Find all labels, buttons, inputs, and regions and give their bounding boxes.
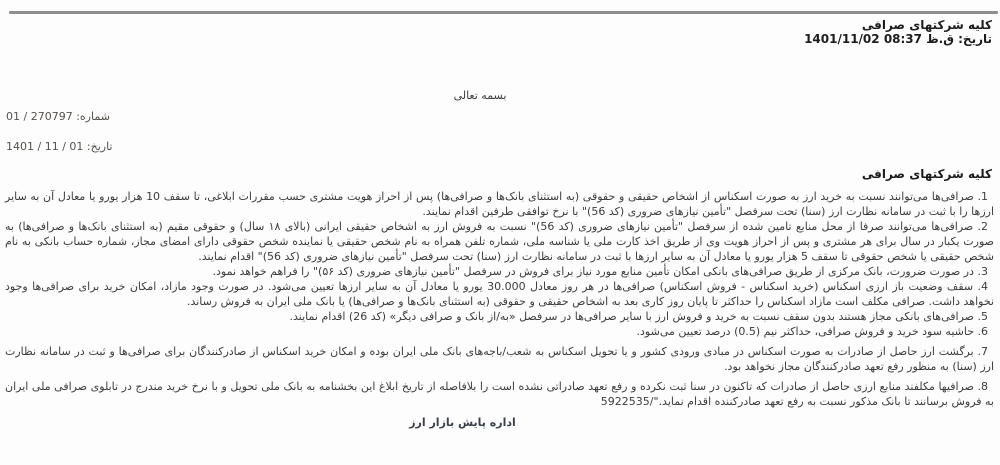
document-title: کلیه شرکتهای صرافی: [861, 167, 992, 181]
clause-3: 3. در صورت ضرورت، بانک مرکزی از طریق صرافی‌های بانکی امکان تأمین منابع مورد نیاز برای فروش در سرفصل "تأمین نیازهای ضروری (کد ۵۶)" را فراهم خواهد نمود.: [212, 265, 988, 278]
clause-5: 5. صرافی‌های بانکی مجاز هستند بدون سقف نسبت به خرید و فروش ارز با سایر صرافی‌ها در سرفصل «به/از بانک و صرافی دیگر» (کد 26) اقدام نمایند.: [289, 310, 988, 323]
reference-date: تاریخ: 01 / 11 / 1401: [6, 140, 113, 153]
datetime-line: تاریخ: ق.ظ 08:37 1401/11/02: [804, 32, 992, 46]
clause-8: 8. صرافیها مکلفند منابع ارزی حاصل از صادرات که تاکنون در سنا ثبت نکرده و رفع تعهد صادراتی نشده است را بلافاصله از تاریخ ابلاغ این بخشنامه به بانک ملی تحویل و با نرخ خرید مندرج در تابلوی صرافی ملی ایران به فروش برسانند تا بانک مذکور نسبت به رفع تعهد صادرکننده اقدام نماید."/5922535: [5, 380, 994, 408]
reference-block: [6, 110, 113, 170]
clause-4: 4. سقف وضعیت باز ارزی اسکناس (خرید اسکناس - فروش اسکناس) صرافی‌ها در هر روز معادل 30.000 یورو یا معادل آن به سایر ارزها تعیین می‌شود. در صورت وجود مازاد، امکان خرید برای صرافی‌ها وجود نخواهد داشت. صرافی مکلف است مازاد اسکناس را حداکثر تا پایان روز کاری بعد به اشخاص حقیقی و حقوقی (به استثنای بانک‌ها و صرافی‌ها) یا بانک ملی ایران به فروش رساند.: [5, 280, 994, 308]
clause-1: 1. صرافی‌ها می‌توانند نسبت به خرید ارز به صورت اسکناس از اشخاص حقیقی و حقوقی (به استثنای بانک‌ها و صرافی‌ها) پس از احراز هویت مشتری حسب مقررات ابلاغی، تا سقف 10 هزار یورو یا معادل آن به سایر ارزها را با ثبت در سامانه نظارت ارز (سنا) تحت سرفصل "تأمین نیازهای ضروری (کد 56)" با نرخ توافقی طرفین اقدام نمایند.: [5, 190, 994, 218]
clause-6: 6. حاشیه سود خرید و فروش صرافی، حداکثر نیم (0.5) درصد تعیین می‌شود.: [636, 325, 988, 338]
document-header: [804, 18, 992, 46]
clause-7: 7. برگشت ارز حاصل از صادرات به صورت اسکناس در مبادی ورودی کشور و یا تحویل اسکناس به شعب/باجه‌های بانک ملی ایران بوده و امکان خرید اسکناس از صادرکنندگان برای صرافی‌ها و ثبت در سامانه نظارت ارز (سنا) به منظور رفع تعهد صادرکنندگان مجاز نخواهد بود.: [5, 345, 994, 373]
reference-number: شماره: 270797 / 01: [6, 110, 110, 123]
besmele-text: بسمه تعالی: [453, 89, 507, 102]
recipient-line: کلیه شرکتهای صرافی: [861, 18, 992, 32]
document-body: [5, 189, 994, 430]
top-divider: [9, 11, 998, 14]
clause-2: 2. صرافی‌ها می‌توانند صرفا از محل منابع تامین شده از سرفصل "تأمین نیازهای ضروری (کد 56)" نسبت به فروش ارز به اشخاص حقیقی ایرانی (بالای ۱۸ سال) و حقوقی مقیم (به استثنای بانک‌ها و صرافی‌ها) به صورت یکبار در سال برای هر مشتری و پس از احراز هویت وی از طریق اخذ کارت ملی یا شناسه ملی، شماره تلفن همراه به نام شخص حقیقی یا نماینده شخص حقوقی دارای امضای مجاز، شماره حساب بانکی به نام شخص حقیقی یا شخص حقوقی تا سقف 5 هزار یورو یا معادل آن به سایر ارزها با ثبت در سامانه نظارت ارز (سنا) تحت سرفصل "تأمین نیازهای ضروری (کد 56)" اقدام نمایند.: [5, 220, 994, 263]
signature-text: اداره پایش بازار ارز: [409, 416, 516, 429]
